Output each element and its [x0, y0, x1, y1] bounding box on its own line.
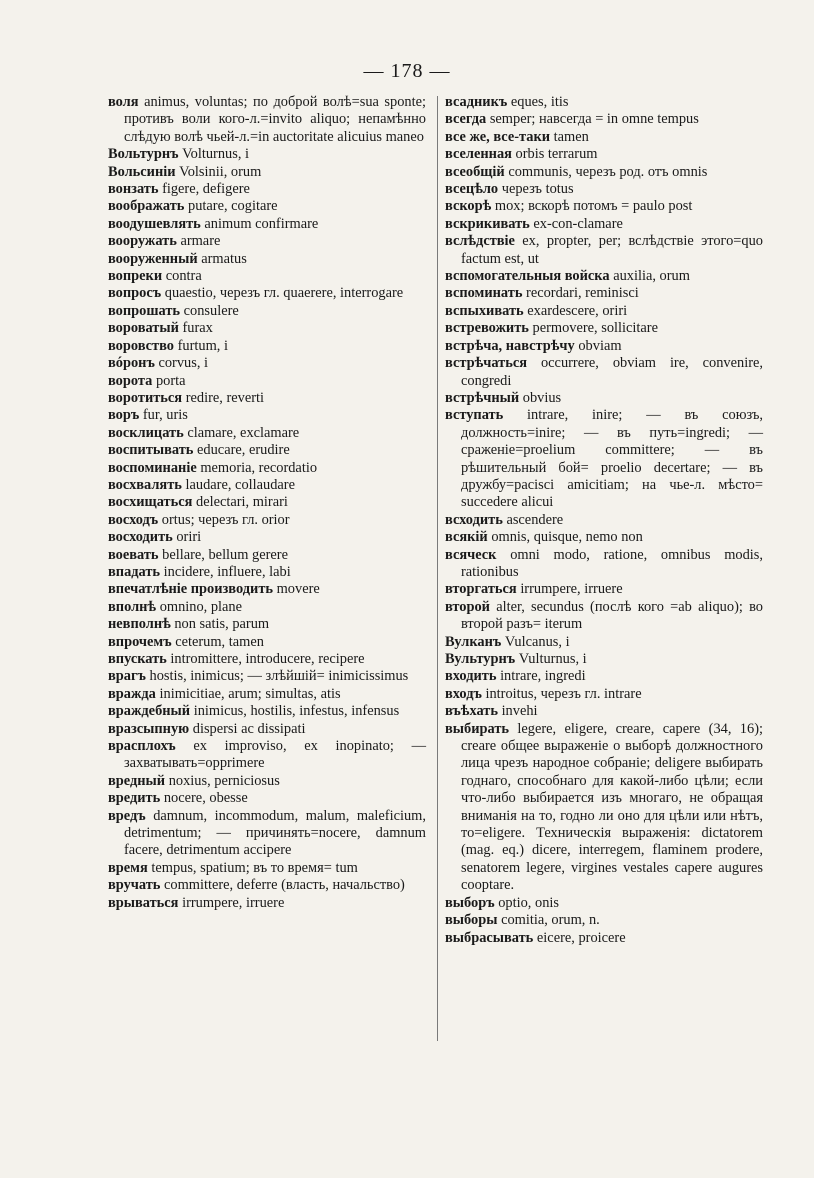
entry-headword: воевать [108, 546, 159, 563]
entry-headword: воръ [108, 407, 140, 424]
entry-translation: omnino, plane [159, 598, 243, 615]
dictionary-entry [108, 773, 426, 790]
entry-translation: occurrere, obviam ire, convenire, congredi [461, 355, 763, 389]
entry-translation: animus, voluntas; по доброй волѣ=sua sponte; противъ воли кого-л.=invito aliquo; непамѣнно слѣдую волѣ чьей-л.=in auctoritate alicuius maneo [124, 94, 426, 145]
dictionary-entry [108, 268, 426, 285]
entry-translation: oriri [176, 529, 202, 546]
entry-headword: вселенная [445, 146, 512, 163]
entry-translation: damnum, incommodum, malum, maleficium, detrimentum; — причинять=nocere, damnum facere, detrimentum accipere [124, 807, 426, 859]
entry-translation: intromittere, introducere, recipere [170, 651, 365, 667]
entry-translation: черезъ totus [501, 181, 574, 198]
entry-headword: вóронъ [108, 355, 155, 372]
entry-headword: ворота [108, 372, 153, 389]
entry-headword: вооружать [108, 233, 177, 250]
dictionary-entry [108, 442, 426, 459]
entry-headword: восхвалять [108, 476, 182, 493]
entry-headword: вспыхивать [445, 302, 524, 319]
entry-translation: obviam [578, 337, 622, 354]
entry-headword: вредить [108, 790, 161, 807]
dictionary-entry [108, 164, 426, 181]
entry-translation: fur, uris [142, 407, 188, 424]
entry-translation: legere, eligere, creare, capere (34, 16); creare общее выраженіе о выборѣ должностного лица чрезъ народное собраніе; deligere выбирать годнаго, способнаго для какой-либо цѣли; если что-либо выбирается изъ многаго, не обращая вниманія на то, годно ли оно для цѣли или нѣтъ, то=eligere. Техническія выраженія: dictatorem (mag. eq.) dicere, interregem, flaminem prodere, senatorem legere, virgines vestales capere augures cooptare. [461, 720, 763, 894]
dictionary-entry [445, 320, 763, 337]
entry-headword: воспоминаніе [108, 459, 197, 476]
dictionary-entry [108, 460, 426, 477]
dictionary-entry [445, 181, 763, 198]
dictionary-entry [108, 285, 426, 302]
page-number: — 178 — [363, 60, 451, 82]
dictionary-entry [445, 164, 763, 181]
dictionary-entry [445, 94, 763, 111]
entry-headword: встрѣчный [445, 389, 520, 406]
dictionary-entry [445, 407, 763, 511]
left-column [108, 94, 426, 912]
entry-translation: irrumpere, irruere [182, 894, 285, 911]
dictionary-entry [445, 303, 763, 320]
entry-translation: recordari, reminisci [526, 285, 639, 302]
dictionary-entry [445, 146, 763, 163]
dictionary-entry [445, 686, 763, 703]
entry-translation: exardescere, oriri [527, 302, 628, 319]
entry-translation: introitus, черезъ гл. intrare [485, 685, 642, 702]
dictionary-entry [445, 338, 763, 355]
dictionary-entry [108, 686, 426, 703]
entry-translation: invehi [501, 703, 538, 720]
entry-translation: ex-con-clamare [533, 215, 623, 232]
dictionary-entry [445, 129, 763, 146]
dictionary-entry [445, 721, 763, 895]
entry-headword: выбрасывать [445, 929, 534, 946]
entry-translation: auxilia, orum [613, 268, 690, 285]
entry-headword: все же, все-таки [445, 128, 551, 145]
entry-translation: semper; навсегда = in omne tempus [489, 111, 699, 128]
dictionary-entry [445, 111, 763, 128]
dictionary-entry [445, 355, 763, 390]
entry-headword: всадникъ [445, 94, 508, 110]
entry-translation: inimicus, hostilis, infestus, infensus [193, 703, 400, 720]
dictionary-entry [108, 895, 426, 912]
entry-translation: committere, deferre (власть, начальство) [164, 877, 405, 894]
entry-headword: вопреки [108, 268, 163, 285]
entry-translation: ascendere [506, 511, 564, 528]
entry-headword: вполнѣ [108, 598, 157, 615]
dictionary-entry [445, 895, 763, 912]
dictionary-entry [108, 808, 426, 860]
dictionary-entry [445, 668, 763, 685]
dictionary-entry [445, 216, 763, 233]
entry-headword: вторгаться [445, 581, 517, 598]
dictionary-entry [108, 320, 426, 337]
entry-translation: corvus, i [158, 355, 209, 372]
entry-headword: всякій [445, 529, 488, 546]
column-divider [437, 96, 438, 1041]
entry-translation: ex improviso, ex inopinato; — захватывать=opprimere [124, 738, 426, 772]
entry-headword: встрѣча, навстрѣчу [445, 337, 575, 354]
entry-translation: nocere, obesse [163, 790, 248, 807]
entry-headword: всеобщій [445, 163, 505, 180]
entry-translation: educare, erudire [197, 442, 290, 459]
entry-headword: впрочемъ [108, 633, 172, 650]
dictionary-entry [445, 599, 763, 634]
dictionary-entry [108, 581, 426, 598]
entry-headword: вспоминать [445, 285, 523, 302]
entry-headword: восхищаться [108, 494, 193, 511]
entry-translation: eques, itis [510, 94, 569, 110]
dictionary-entry [445, 547, 763, 582]
dictionary-entry [108, 494, 426, 511]
entry-headword: врасплохъ [108, 738, 176, 755]
entry-translation: memoria, recordatio [200, 459, 318, 476]
entry-translation: Vulcanus, i [504, 633, 570, 650]
dictionary-entry [108, 94, 426, 146]
entry-translation: obvius [522, 389, 562, 406]
entry-headword: воровство [108, 337, 174, 354]
entry-headword: вонзать [108, 181, 159, 198]
dictionary-entry [108, 390, 426, 407]
entry-headword: встрѣчаться [445, 355, 528, 372]
dictionary-entry [445, 930, 763, 947]
entry-translation: communis, черезъ род. отъ omnis [508, 163, 708, 180]
entry-translation: mox; вскорѣ потомъ = paulo post [494, 198, 693, 215]
entry-headword: невполнѣ [108, 616, 171, 633]
entry-headword: всегда [445, 111, 487, 128]
dictionary-entry [445, 198, 763, 215]
entry-translation: omnis, quisque, nemo non [491, 529, 643, 546]
dictionary-entry [445, 512, 763, 529]
dictionary-entry [108, 198, 426, 215]
entry-headword: вопросъ [108, 285, 162, 302]
entry-headword: вслѣдствіе [445, 233, 515, 250]
entry-headword: вскорѣ [445, 198, 492, 215]
entry-headword: впадать [108, 563, 161, 580]
entry-headword: вступать [445, 407, 504, 424]
dictionary-entry [108, 373, 426, 390]
dictionary-entry [445, 390, 763, 407]
entry-translation: porta [155, 372, 186, 389]
entry-translation: laudare, collaudare [185, 476, 295, 493]
entry-translation: furax [182, 320, 213, 337]
entry-headword: вражда [108, 685, 156, 702]
entry-translation: permovere, sollicitare [532, 320, 658, 337]
dictionary-entry [108, 529, 426, 546]
entry-translation: armatus [201, 250, 247, 267]
entry-headword: восходъ [108, 511, 159, 528]
dictionary-entry [445, 651, 763, 668]
dictionary-entry [108, 564, 426, 581]
entry-headword: время [108, 859, 148, 876]
dictionary-entry [108, 790, 426, 807]
entry-headword: выбирать [445, 720, 509, 737]
entry-translation: furtum, i [177, 337, 228, 354]
dictionary-entry [108, 303, 426, 320]
entry-translation: quaestio, черезъ гл. quaerere, interrogare [164, 285, 404, 302]
entry-headword: воротиться [108, 389, 183, 406]
entry-translation: armare [180, 233, 221, 250]
entry-headword: восходить [108, 529, 173, 546]
entry-translation: bellare, bellum gerere [162, 546, 288, 563]
entry-translation: Volsinii, orum [179, 163, 262, 180]
dictionary-entry [108, 338, 426, 355]
entry-translation: intrare, inire; — въ союзъ, должность=inire; — въ путь=ingredi; — сраженіе=proelium committere; — въ рѣшительный бой= proelio decertare; — въ дружбу=pacisci amicitiam; на чье-л. мѣсто= succedere alicui [461, 407, 763, 511]
dictionary-entry [108, 616, 426, 633]
entry-translation: redire, reverti [185, 389, 265, 406]
entry-translation: alter, secundus (послѣ кого =ab aliquo); во второй разъ= iterum [461, 598, 763, 633]
entry-headword: вредный [108, 772, 166, 789]
entry-headword: вручать [108, 877, 161, 894]
entry-translation: animum confirmare [204, 215, 319, 232]
entry-headword: второй [445, 598, 490, 615]
dictionary-entry [108, 355, 426, 372]
entry-headword: Вольсиніи [108, 163, 176, 180]
dictionary-entry [108, 860, 426, 877]
entry-headword: воля [108, 94, 139, 110]
dictionary-entry [108, 477, 426, 494]
entry-headword: всходить [445, 511, 503, 528]
entry-translation: contra [165, 268, 202, 285]
dictionary-entry [108, 634, 426, 651]
dictionary-entry [108, 407, 426, 424]
dictionary-entry [445, 233, 763, 268]
entry-translation: Vulturnus, i [518, 651, 587, 667]
entry-translation: optio, onis [498, 894, 559, 911]
entry-translation: consulere [183, 302, 239, 319]
entry-headword: всяческ [445, 546, 497, 563]
dictionary-entry [108, 668, 426, 685]
right-column [445, 94, 763, 947]
entry-translation: movere [276, 581, 320, 598]
dictionary-entry [108, 216, 426, 233]
dictionary-entry [445, 581, 763, 598]
entry-translation: comitia, orum, n. [501, 912, 600, 929]
entry-headword: впечатлѣніе производить [108, 581, 273, 598]
dictionary-entry [445, 912, 763, 929]
entry-headword: враждебный [108, 703, 191, 720]
entry-headword: вскрикивать [445, 215, 530, 232]
entry-translation: ex, propter, per; вслѣдствіе этого=quo factum est, ut [461, 233, 763, 267]
entry-headword: выборы [445, 912, 498, 929]
entry-headword: воспитывать [108, 442, 194, 459]
entry-translation: Volturnus, i [182, 146, 250, 163]
entry-translation: figere, defigere [162, 181, 250, 198]
entry-translation: tamen [553, 128, 589, 145]
entry-translation: non satis, parum [174, 616, 270, 633]
entry-headword: вопрошать [108, 302, 181, 319]
entry-translation: orbis terrarum [515, 146, 598, 163]
entry-headword: Вольтурнъ [108, 146, 179, 163]
dictionary-entry [108, 703, 426, 720]
dictionary-entry [108, 721, 426, 738]
entry-headword: выборъ [445, 894, 495, 911]
entry-headword: вредъ [108, 807, 146, 824]
entry-headword: вороватый [108, 320, 179, 337]
dictionary-entry [108, 738, 426, 773]
entry-headword: восклицать [108, 424, 184, 441]
dictionary-entry [445, 529, 763, 546]
entry-headword: вразсыпную [108, 720, 190, 737]
dictionary-entry [108, 146, 426, 163]
dictionary-entry [445, 703, 763, 720]
entry-translation: clamare, exclamare [187, 424, 300, 441]
entry-translation: inimicitiae, arum; simultas, atis [159, 685, 341, 702]
entry-translation: putare, cogitare [188, 198, 278, 215]
entry-translation: ceterum, tamen [175, 633, 264, 650]
entry-translation: tempus, spatium; въ то время= tum [151, 859, 358, 876]
entry-translation: incidere, influere, labi [163, 563, 291, 580]
entry-headword: встревожить [445, 320, 529, 337]
entry-headword: воодушевлять [108, 215, 201, 232]
entry-headword: Вультурнъ [445, 651, 516, 667]
dictionary-entry [108, 233, 426, 250]
dictionary-entry [108, 599, 426, 616]
entry-headword: вооруженный [108, 250, 198, 267]
entry-translation: dispersi ac dissipati [192, 720, 306, 737]
entry-headword: впускать [108, 651, 167, 667]
entry-headword: Вулканъ [445, 633, 502, 650]
dictionary-entry [108, 547, 426, 564]
entry-headword: воображать [108, 198, 185, 215]
entry-translation: ortus; черезъ гл. orior [161, 511, 290, 528]
entry-translation: intrare, ingredi [500, 668, 586, 685]
entry-translation: noxius, perniciosus [168, 772, 280, 789]
entry-translation: omni modo, ratione, omnibus modis, rationibus [461, 546, 763, 580]
entry-headword: въѣхать [445, 703, 498, 720]
dictionary-entry [108, 425, 426, 442]
entry-headword: врываться [108, 894, 179, 911]
entry-translation: delectari, mirari [196, 494, 288, 511]
entry-headword: вспомогательныя войска [445, 268, 610, 285]
dictionary-entry [445, 634, 763, 651]
entry-headword: врагъ [108, 668, 146, 685]
dictionary-entry [445, 285, 763, 302]
entry-translation: hostis, inimicus; — злѣйшій= inimicissimus [149, 668, 409, 685]
dictionary-entry [108, 181, 426, 198]
entry-headword: всецѣло [445, 181, 499, 198]
dictionary-entry [108, 877, 426, 894]
dictionary-entry [108, 651, 426, 668]
entry-headword: входъ [445, 685, 482, 702]
entry-translation: irrumpere, irruere [520, 581, 623, 598]
entry-headword: входить [445, 668, 497, 685]
dictionary-entry [108, 251, 426, 268]
dictionary-entry [108, 512, 426, 529]
dictionary-entry [445, 268, 763, 285]
entry-translation: eicere, proicere [536, 929, 626, 946]
